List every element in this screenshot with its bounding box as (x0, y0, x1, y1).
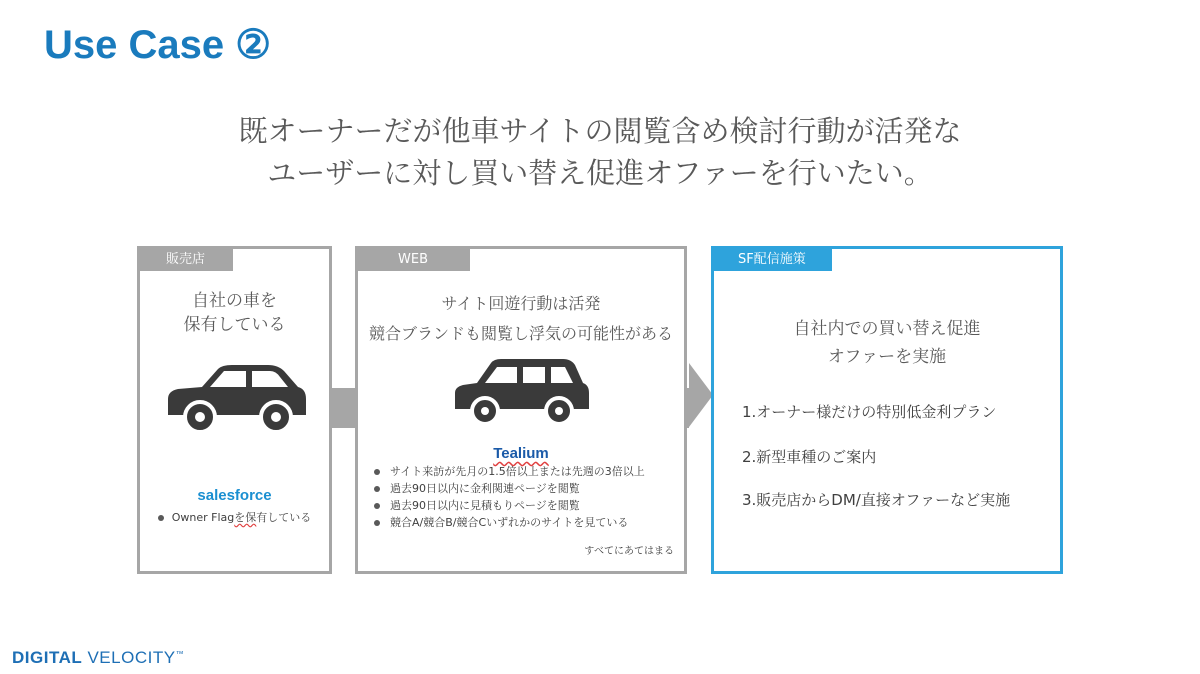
dealer-bullet-squig: を保 (234, 511, 257, 524)
headline-line-1: 既オーナーだが他車サイトの閲覧含め検討行動が活発な (238, 114, 962, 148)
sf-tag: SF配信施策 (714, 249, 832, 271)
sf-plan-1: 1.オーナー様だけの特別低金利プラン (742, 403, 997, 421)
list-item: サイト来訪が先月の1.5倍以上または先週の3倍以上 (372, 463, 645, 480)
logo-bold: DIGITAL (12, 648, 83, 667)
dealer-desc-line-1: 自社の車を (192, 291, 277, 311)
list-item: 過去90日以内に金利関連ページを閲覧 (372, 480, 645, 497)
sf-desc-line-1: 自社内での買い替え促進 (793, 319, 981, 339)
digital-velocity-logo (12, 648, 184, 668)
list-item: 競合A/競合B/競合Cいずれかのサイトを見ている (372, 514, 645, 531)
bullet-dot-icon (158, 515, 164, 521)
slide-title: Use Case ② (44, 23, 272, 67)
sf-plan-3: 3.販売店からDM/直接オファーなど実施 (742, 491, 1011, 509)
tealium-logo: Tealium (493, 445, 549, 462)
arrow-right-icon (689, 363, 713, 427)
dealer-tag: 販売店 (140, 249, 233, 271)
logo-tm: ™ (175, 649, 185, 659)
connector-bar (332, 388, 355, 428)
sf-campaign-panel (711, 246, 1063, 574)
sf-desc-line-2: オファーを実施 (827, 347, 947, 367)
list-item: 過去90日以内に見積もりページを閲覧 (372, 497, 645, 514)
headline-line-2: ユーザーに対し買い替え促進オファーを行いたい。 (267, 156, 933, 190)
web-note: すべてにあてはまる (584, 546, 674, 557)
dealer-description (140, 289, 329, 337)
dealer-bullet-pre: Owner Flag (171, 511, 235, 524)
web-criteria-list (372, 463, 645, 531)
tealium-logo-wrap (358, 443, 684, 462)
sf-description (714, 315, 1060, 371)
salesforce-logo: salesforce (197, 487, 272, 504)
sf-plan-2: 2.新型車種のご案内 (742, 448, 877, 466)
suv-car-icon (451, 357, 593, 427)
web-panel (355, 246, 687, 574)
web-desc-line-2: 競合ブランドも閲覧し浮気の可能性がある (368, 324, 673, 343)
web-description (358, 289, 684, 349)
web-tag: WEB (358, 249, 470, 271)
web-desc-line-1: サイト回遊行動は活発 (441, 294, 601, 313)
headline (0, 110, 1200, 194)
dealer-desc-line-2: 保有している (183, 315, 286, 335)
logo-light: VELOCITY (87, 648, 176, 667)
sedan-car-icon (162, 357, 310, 437)
dealer-bullet (140, 509, 329, 525)
dealer-bullet-post: 有している (256, 511, 312, 524)
dealer-panel (137, 246, 332, 574)
